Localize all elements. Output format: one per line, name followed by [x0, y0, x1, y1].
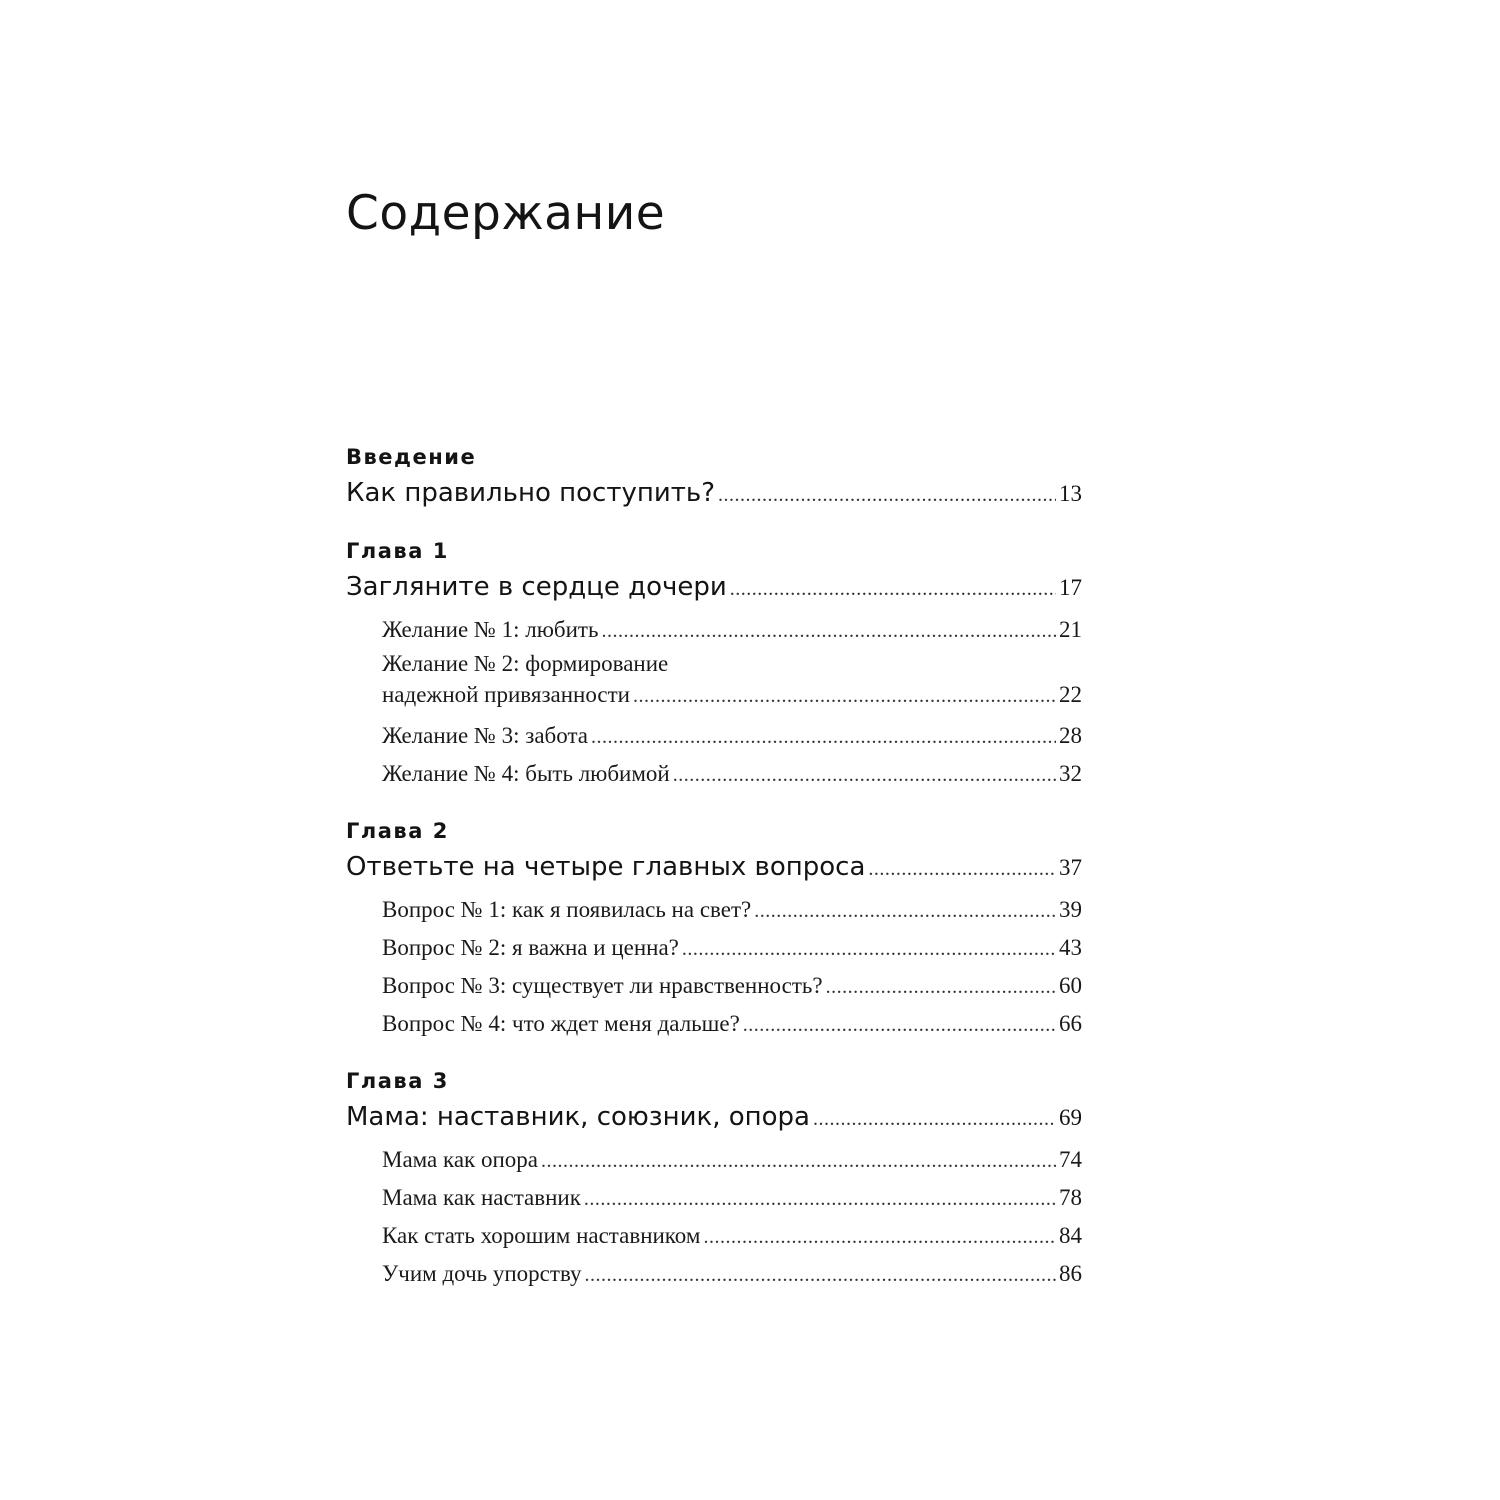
toc-section-introduction	[346, 441, 1082, 513]
page-number: 74	[1059, 1147, 1082, 1172]
dot-leader	[754, 892, 1056, 930]
dot-leader	[584, 1180, 1056, 1218]
dot-leader	[601, 612, 1056, 650]
entry-title: Учим дочь упорству	[382, 1261, 582, 1286]
entry-title: Желание № 3: забота	[382, 723, 588, 748]
dot-leader	[743, 1006, 1056, 1044]
section-label: Глава 1	[346, 539, 449, 563]
entry-title: Вопрос № 3: существует ли нравственность?	[382, 973, 823, 998]
toc-sub-entry[interactable]	[346, 1005, 1082, 1043]
page-number: 22	[1059, 682, 1082, 707]
toc-sub-entry[interactable]	[346, 649, 1082, 717]
toc-main-entry[interactable]	[346, 567, 1082, 607]
page-number: 28	[1059, 723, 1082, 748]
section-label: Глава 2	[346, 819, 449, 843]
entry-title: Вопрос № 2: я важна и ценна?	[382, 935, 679, 960]
entry-title: надежной привязанности	[382, 682, 630, 707]
page-number: 39	[1059, 897, 1082, 922]
section-label: Введение	[346, 445, 477, 469]
entry-title: Вопрос № 1: как я появилась на свет?	[382, 897, 752, 922]
toc-sub-entry[interactable]	[346, 1217, 1082, 1255]
toc-main-entry[interactable]	[346, 847, 1082, 887]
toc-sub-entry[interactable]	[346, 611, 1082, 649]
entry-title: Мама как опора	[382, 1147, 538, 1172]
entry-title: Как стать хорошим наставником	[382, 1223, 701, 1248]
page-number: 66	[1059, 1011, 1082, 1036]
toc-main-entry[interactable]	[346, 473, 1082, 513]
dot-leader	[703, 1218, 1056, 1256]
table-of-contents	[346, 441, 1082, 1315]
dot-leader	[673, 756, 1056, 794]
page-title: Содержание	[346, 186, 666, 241]
page-number: 69	[1059, 1105, 1082, 1130]
dot-leader	[868, 849, 1056, 889]
dot-leader	[541, 1142, 1056, 1180]
dot-leader	[813, 1099, 1056, 1139]
toc-sub-entry[interactable]	[346, 755, 1082, 793]
dot-leader	[718, 475, 1056, 515]
toc-sub-entry[interactable]	[346, 1255, 1082, 1293]
toc-sub-entry[interactable]	[346, 891, 1082, 929]
toc-section-chapter-1	[346, 535, 1082, 793]
page-number: 78	[1059, 1185, 1082, 1210]
entry-title-line-1: Желание № 2: формирование	[382, 651, 669, 676]
toc-sub-entry[interactable]	[346, 1179, 1082, 1217]
page-number: 86	[1059, 1261, 1082, 1286]
page-number: 37	[1059, 855, 1082, 880]
toc-sub-entry[interactable]	[346, 929, 1082, 967]
page-number: 32	[1059, 761, 1082, 786]
page-number: 84	[1059, 1223, 1082, 1248]
entry-title: Мама как наставник	[382, 1185, 581, 1210]
page-number: 17	[1059, 575, 1082, 600]
page-number: 43	[1059, 935, 1082, 960]
toc-section-chapter-2	[346, 815, 1082, 1043]
toc-section-chapter-3	[346, 1065, 1082, 1293]
page-number: 60	[1059, 973, 1082, 998]
dot-leader	[730, 569, 1056, 609]
dot-leader	[682, 930, 1056, 968]
dot-leader	[826, 968, 1056, 1006]
toc-sub-entry[interactable]	[346, 717, 1082, 755]
dot-leader	[585, 1256, 1056, 1294]
entry-title: Мама: наставник, союзник, опора	[346, 1102, 810, 1132]
toc-sub-entry[interactable]	[346, 1141, 1082, 1179]
entry-title: Желание № 4: быть любимой	[382, 761, 670, 786]
page-number: 13	[1059, 481, 1082, 506]
entry-title: Желание № 1: любить	[382, 617, 599, 642]
entry-title: Как правильно поступить?	[346, 478, 716, 508]
entry-title: Вопрос № 4: что ждет меня дальше?	[382, 1011, 740, 1036]
dot-leader	[633, 680, 1056, 712]
entry-title: Ответьте на четыре главных вопроса	[346, 852, 866, 882]
page-number: 21	[1059, 617, 1082, 642]
toc-main-entry[interactable]	[346, 1097, 1082, 1137]
dot-leader	[591, 718, 1056, 756]
toc-sub-entry[interactable]	[346, 967, 1082, 1005]
entry-title: Загляните в сердце дочери	[346, 572, 727, 602]
section-label: Глава 3	[346, 1069, 449, 1093]
